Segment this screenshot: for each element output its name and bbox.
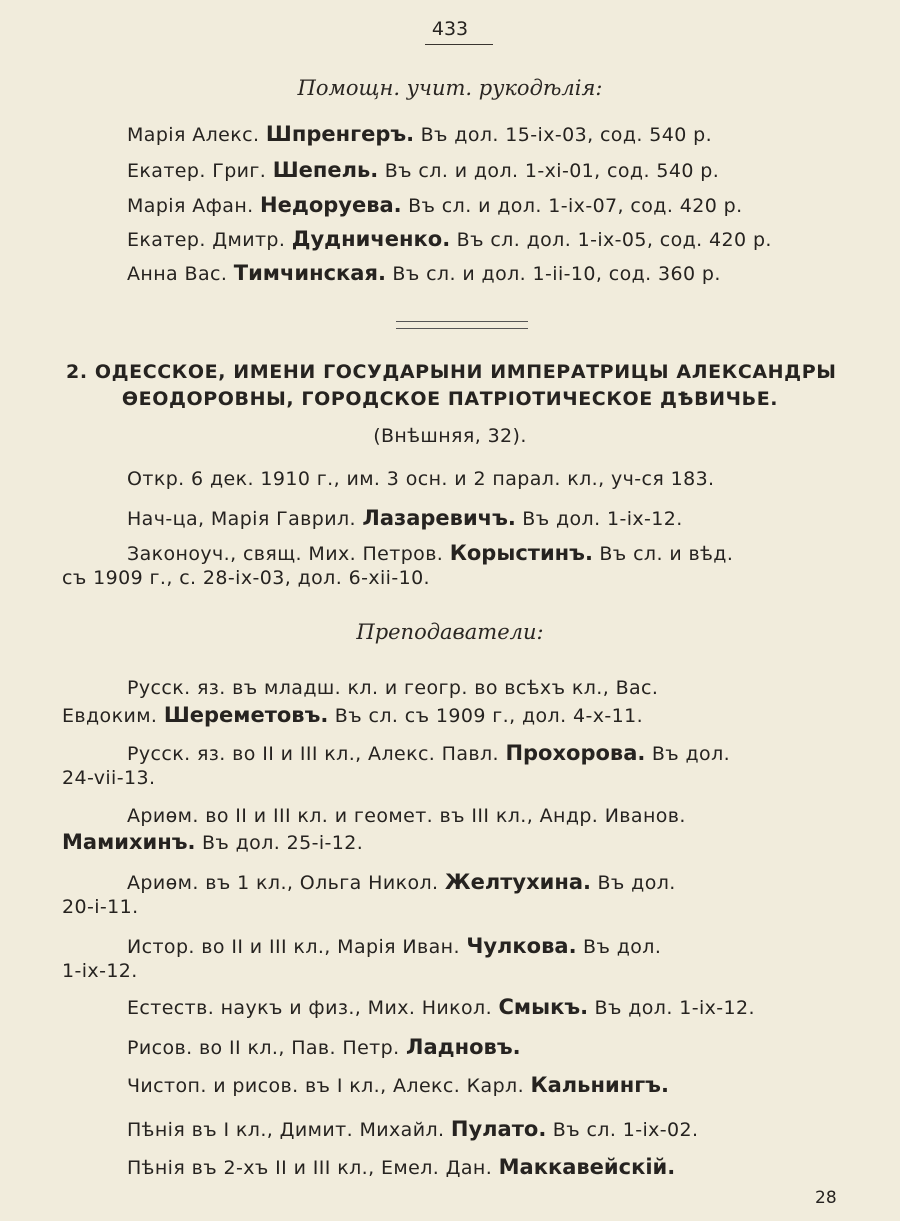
teacher-continuation: 24-vii-13.	[62, 767, 156, 789]
teacher-surname: Чулкова.	[466, 934, 577, 958]
teacher-surname: Кальнингъ.	[530, 1073, 669, 1097]
staff-given-name: Екатер. Григ.	[127, 160, 267, 182]
teacher-surname: Мамихинъ.	[62, 830, 196, 854]
head-surname: Лазаревичъ.	[362, 506, 516, 530]
teacher-entry-line	[62, 830, 363, 854]
staff-details: Въ сл. и дол. 1-ii-10, сод. 360 р.	[392, 263, 721, 285]
teacher-entry-line	[127, 1117, 698, 1141]
teacher-given-name: Ариѳм. въ 1 кл., Ольга Никол.	[127, 872, 439, 894]
teacher-details: Въ дол.	[597, 872, 676, 894]
teacher-given-name: Естеств. наукъ и физ., Мих. Никол.	[127, 997, 493, 1019]
staff-given-name: Екатер. Дмитр.	[127, 229, 286, 251]
teacher-details: Въ дол. 1-ix-12.	[594, 997, 755, 1019]
teacher-given-name: Пѣнія въ 2-хъ II и III кл., Емел. Дан.	[127, 1157, 493, 1179]
page-number: 433	[431, 18, 469, 40]
teacher-given-name: Истор. во II и III кл., Марія Иван.	[127, 936, 460, 958]
teacher-given-name: Русск. яз. во II и III кл., Алекс. Павл.	[127, 743, 499, 765]
staff-details: Въ сл. и дол. 1-xi-01, сод. 540 р.	[384, 160, 720, 182]
teacher-surname: Прохорова.	[505, 741, 646, 765]
staff-surname: Недоруева.	[260, 193, 402, 217]
teacher-entry-line	[127, 1035, 521, 1059]
teacher-given-name: Евдоким.	[62, 705, 158, 727]
staff-line	[127, 261, 721, 285]
school-heading-line1: 2. ОДЕССКОЕ, ИМЕНИ ГОСУДАРЫНИ ИМПЕРАТРИЦЫ АЛЕКСАНДРЫ	[66, 361, 837, 383]
staff-line	[127, 158, 719, 182]
priest-surname: Корыстинъ.	[449, 541, 593, 565]
teacher-continuation: 1-ix-12.	[62, 960, 138, 982]
school-opened: Откр. 6 дек. 1910 г., им. 3 осн. и 2 парал. кл., уч-ся 183.	[127, 468, 715, 490]
staff-surname: Дудниченко.	[291, 227, 451, 251]
section-title-assistants: Помощн. учит. рукодѣлія:	[297, 76, 603, 100]
teacher-surname: Маккавейскій.	[498, 1155, 676, 1179]
section-title-teachers: Преподаватели:	[356, 620, 544, 644]
priest-details: Въ сл. и вѣд.	[599, 543, 734, 565]
teacher-entry-line	[127, 995, 755, 1019]
school-head	[127, 506, 683, 530]
staff-surname: Тимчинская.	[233, 261, 386, 285]
school-priest	[127, 541, 733, 565]
staff-given-name: Марія Алекс.	[127, 124, 260, 146]
teacher-surname: Пулато.	[450, 1117, 547, 1141]
priest-continuation: съ 1909 г., с. 28-ix-03, дол. 6-xii-10.	[62, 567, 430, 589]
staff-line	[127, 122, 712, 146]
teacher-details: Въ сл. съ 1909 г., дол. 4-x-11.	[334, 705, 644, 727]
teacher-given-name: Чистоп. и рисов. въ I кл., Алекс. Карл.	[127, 1075, 525, 1097]
staff-details: Въ сл. дол. 1-ix-05, сод. 420 р.	[456, 229, 772, 251]
staff-line	[127, 227, 772, 251]
teacher-continuation: 20-i-11.	[62, 896, 139, 918]
teacher-entry-line: Ариѳм. во II и III кл. и геомет. въ III кл., Андр. Иванов.	[127, 805, 686, 827]
teacher-details: Въ дол.	[583, 936, 662, 958]
teacher-surname: Желтухина.	[444, 870, 592, 894]
teacher-details: Въ дол. 25-i-12.	[201, 832, 364, 854]
signature-mark: 28	[815, 1188, 837, 1208]
staff-details: Въ дол. 15-ix-03, сод. 540 р.	[420, 124, 713, 146]
school-heading-line2: ѲЕОДОРОВНЫ, ГОРОДСКОЕ ПАТРІОТИЧЕСКОЕ ДѢВИЧЬЕ.	[121, 388, 779, 410]
teacher-entry-line: Русск. яз. въ младш. кл. и геогр. во всѣхъ кл., Вас.	[127, 677, 659, 699]
staff-line	[127, 193, 743, 217]
teacher-entry-line	[127, 934, 661, 958]
teacher-surname: Смыкъ.	[498, 995, 589, 1019]
staff-surname: Шепель.	[272, 158, 379, 182]
teacher-details: Въ сл. 1-ix-02.	[552, 1119, 699, 1141]
teacher-given-name: Рисов. во II кл., Пав. Петр.	[127, 1037, 400, 1059]
teacher-entry-line	[127, 1073, 669, 1097]
priest-given-name: Законоуч., свящ. Мих. Петров.	[127, 543, 444, 565]
school-address: (Внѣшняя, 32).	[373, 425, 527, 447]
staff-given-name: Анна Вас.	[127, 263, 228, 285]
teacher-surname: Ладновъ.	[406, 1035, 521, 1059]
staff-given-name: Марія Афан.	[127, 195, 254, 217]
teacher-entry-line	[62, 703, 643, 727]
page-number-rule	[425, 44, 493, 45]
teacher-entry-line	[127, 870, 676, 894]
teacher-entry-line	[127, 741, 730, 765]
section-divider	[396, 321, 528, 329]
staff-details: Въ сл. и дол. 1-ix-07, сод. 420 р.	[408, 195, 743, 217]
head-given-name: Нач-ца, Марія Гаврил.	[127, 508, 356, 530]
head-details: Въ дол. 1-ix-12.	[522, 508, 683, 530]
teacher-given-name: Пѣнія въ I кл., Димит. Михайл.	[127, 1119, 445, 1141]
teacher-details: Въ дол.	[651, 743, 731, 765]
teacher-entry-line	[127, 1155, 675, 1179]
staff-surname: Шпренгеръ.	[265, 122, 415, 146]
teacher-surname: Шереметовъ.	[163, 703, 329, 727]
